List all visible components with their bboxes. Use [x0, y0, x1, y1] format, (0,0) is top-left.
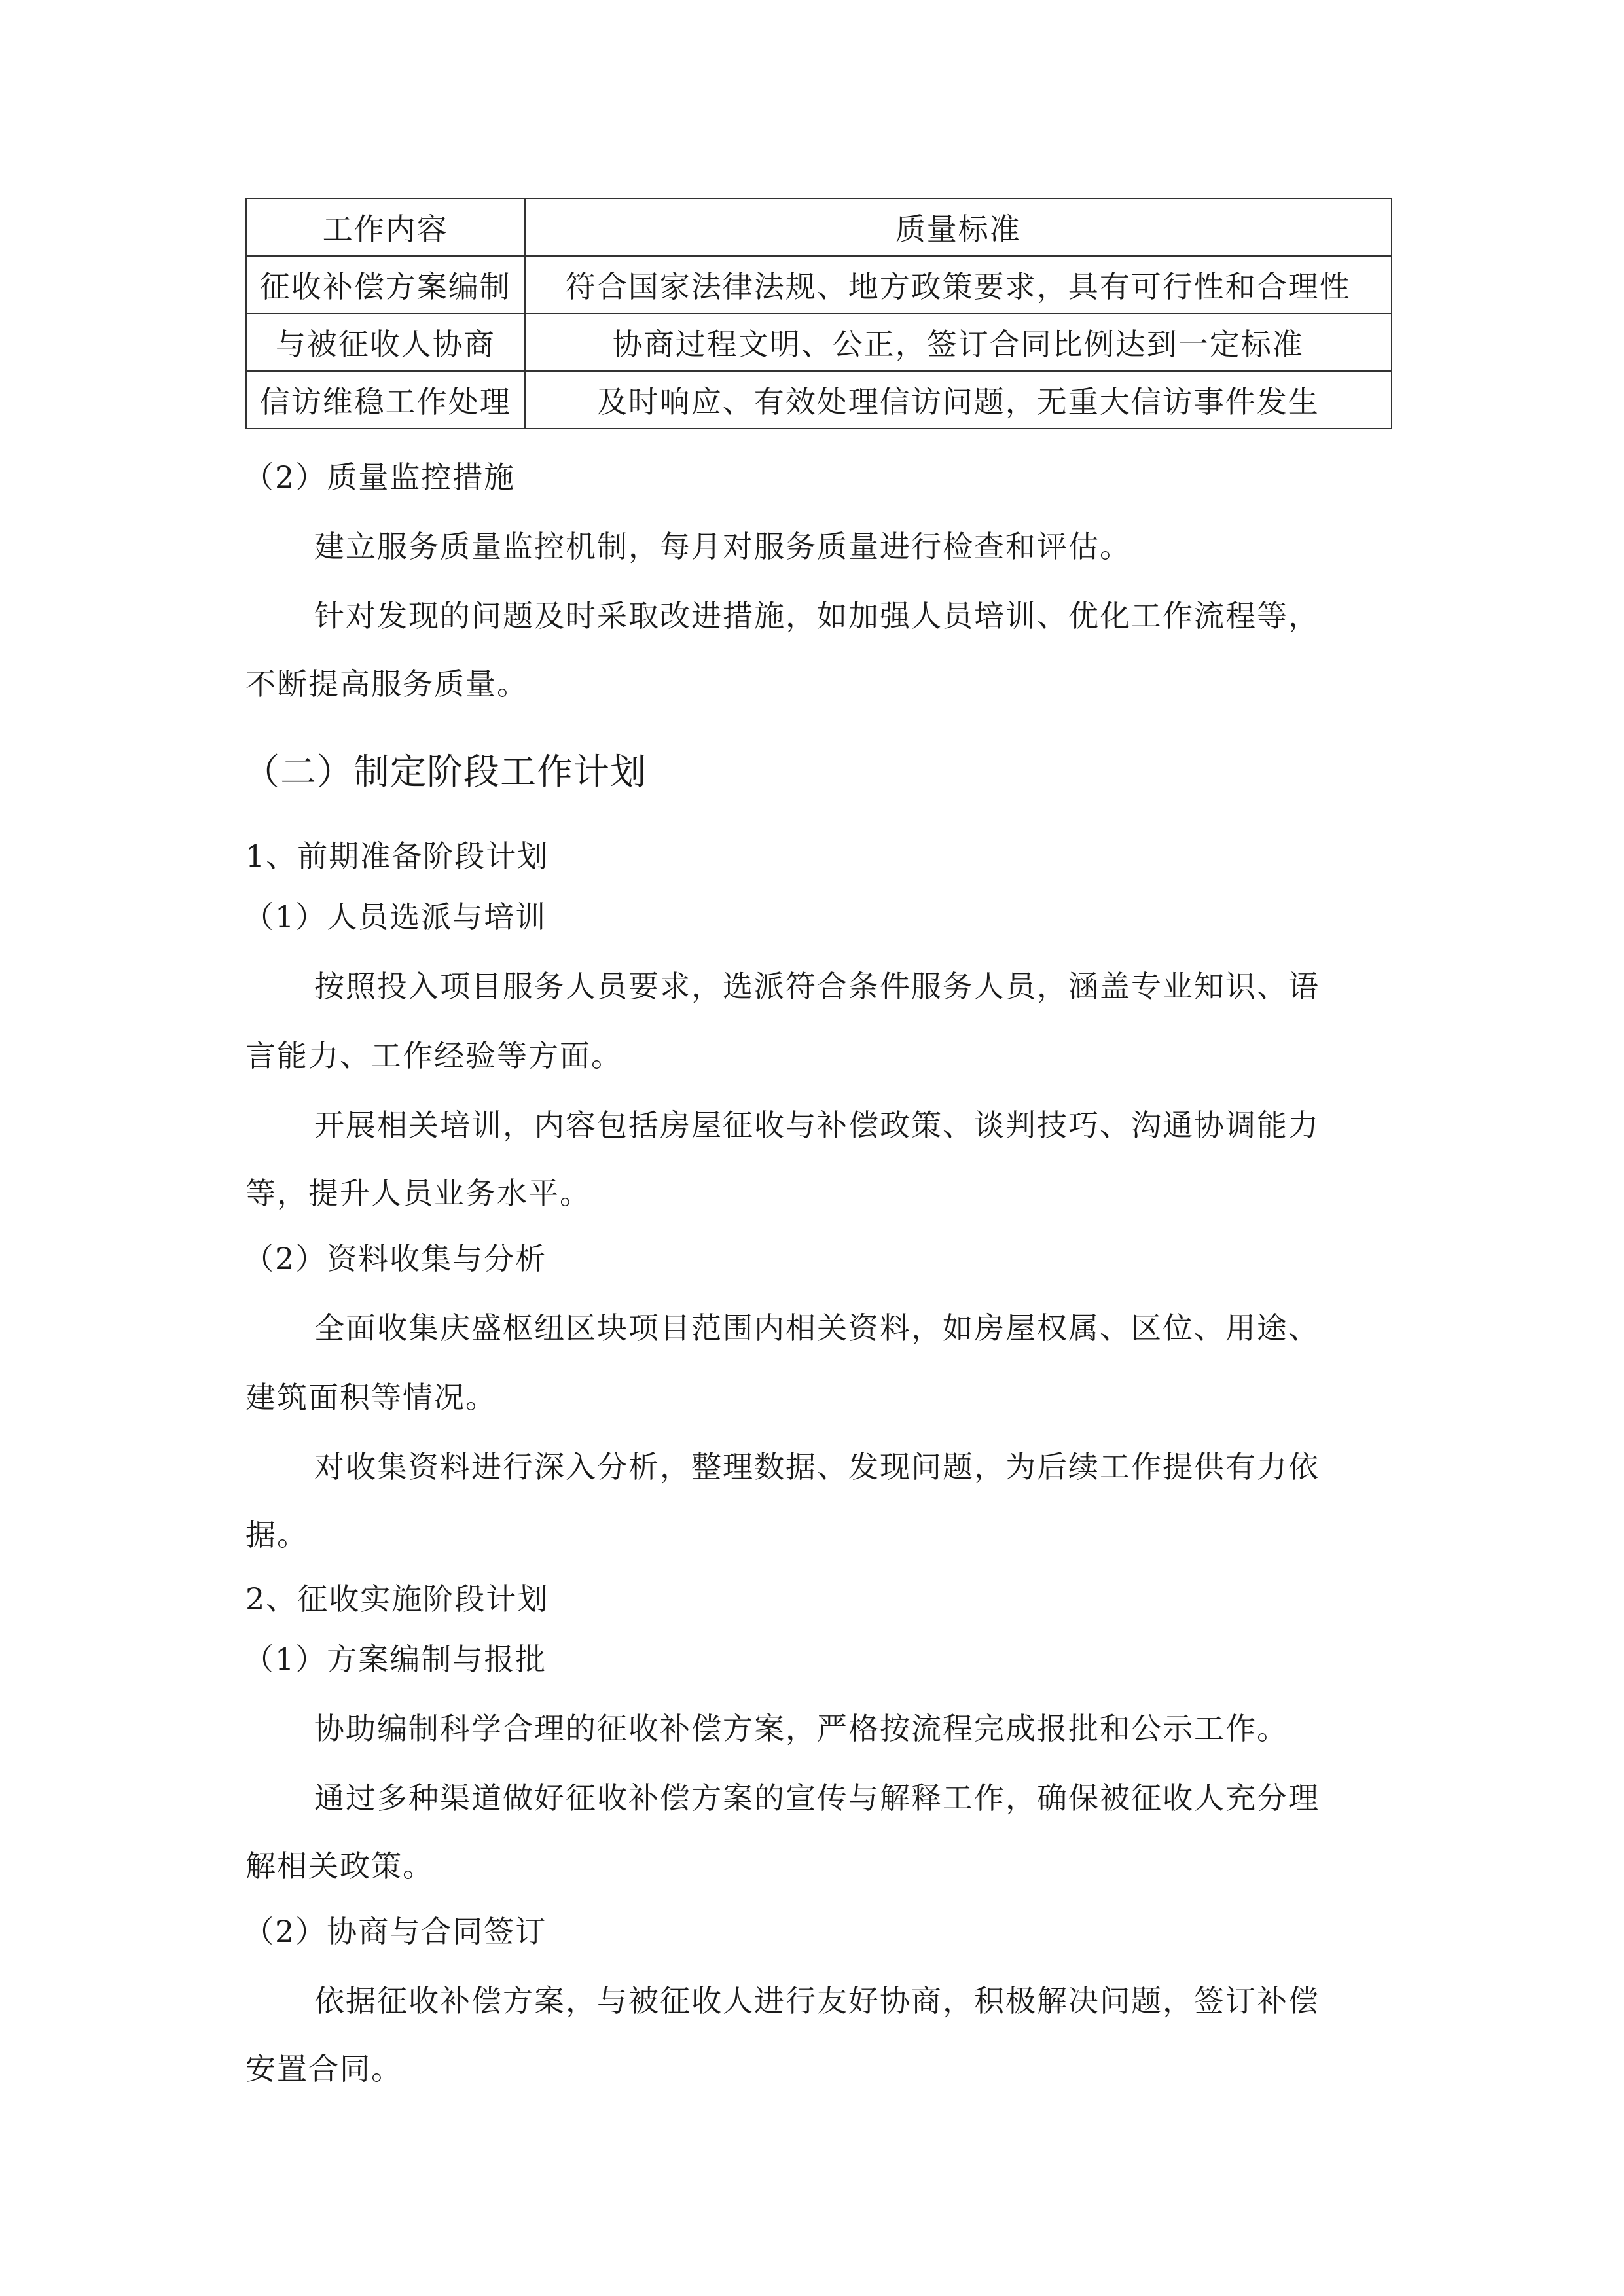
subsection-heading: 2、征收实施阶段计划 — [245, 1581, 549, 1617]
paragraph-line: 针对发现的问题及时采取改进措施，如加强人员培训、优化工作流程等， — [314, 598, 1320, 634]
paragraph-line: 开展相关培训，内容包括房屋征收与补偿政策、谈判技巧、沟通协调能力 — [314, 1107, 1320, 1143]
paragraph-line: 解相关政策。 — [245, 1848, 434, 1884]
paragraph-line: 等，提升人员业务水平。 — [245, 1175, 591, 1211]
table-row — [246, 371, 1392, 429]
paragraph-line: 协助编制科学合理的征收补偿方案，严格按流程完成报批和公示工作。 — [314, 1711, 1288, 1746]
subsection-heading: 1、前期准备阶段计划 — [245, 838, 549, 874]
paragraph-line: 言能力、工作经验等方面。 — [245, 1038, 623, 1073]
table-cell: 符合国家法律法规、地方政策要求，具有可行性和合理性 — [525, 256, 1392, 314]
paragraph-line: 全面收集庆盛枢纽区块项目范围内相关资料，如房屋权属、区位、用途、 — [314, 1310, 1320, 1346]
paragraph-line: 据。 — [245, 1517, 308, 1552]
table-header-row — [246, 198, 1392, 256]
paragraph-line: 对收集资料进行深入分析，整理数据、发现问题，为后续工作提供有力依 — [314, 1449, 1320, 1484]
paragraph-line: 通过多种渠道做好征收补偿方案的宣传与解释工作，确保被征收人充分理 — [314, 1780, 1320, 1816]
subsection-heading: （2）质量监控措施 — [244, 459, 516, 495]
paragraph-line: 依据征收补偿方案，与被征收人进行友好协商，积极解决问题，签订补偿 — [314, 1983, 1320, 2018]
table-row — [246, 256, 1392, 314]
subsection-heading: （2）协商与合同签订 — [244, 1914, 547, 1949]
table-cell: 信访维稳工作处理 — [246, 371, 525, 429]
section-heading: （二）制定阶段工作计划 — [244, 751, 647, 793]
paragraph-line: 建筑面积等情况。 — [245, 1380, 497, 1415]
paragraph-line: 不断提高服务质量。 — [245, 666, 528, 702]
paragraph-line: 建立服务质量监控机制，每月对服务质量进行检查和评估。 — [314, 529, 1131, 564]
quality-standards-table — [245, 198, 1392, 429]
table-cell: 与被征收人协商 — [246, 314, 525, 371]
paragraph-line: 按照投入项目服务人员要求，选派符合条件服务人员，涵盖专业知识、语 — [314, 969, 1320, 1004]
subsection-heading: （2）资料收集与分析 — [244, 1241, 547, 1276]
table-row — [246, 314, 1392, 371]
paragraph-line: 安置合同。 — [245, 2051, 403, 2087]
subsection-heading: （1）人员选派与培训 — [244, 899, 547, 935]
table-cell: 及时响应、有效处理信访问题，无重大信访事件发生 — [525, 371, 1392, 429]
table-header-cell: 质量标准 — [525, 198, 1392, 256]
table-cell: 协商过程文明、公正，签订合同比例达到一定标准 — [525, 314, 1392, 371]
table-cell: 征收补偿方案编制 — [246, 256, 525, 314]
table-header-cell: 工作内容 — [246, 198, 525, 256]
subsection-heading: （1）方案编制与报批 — [244, 1641, 547, 1677]
